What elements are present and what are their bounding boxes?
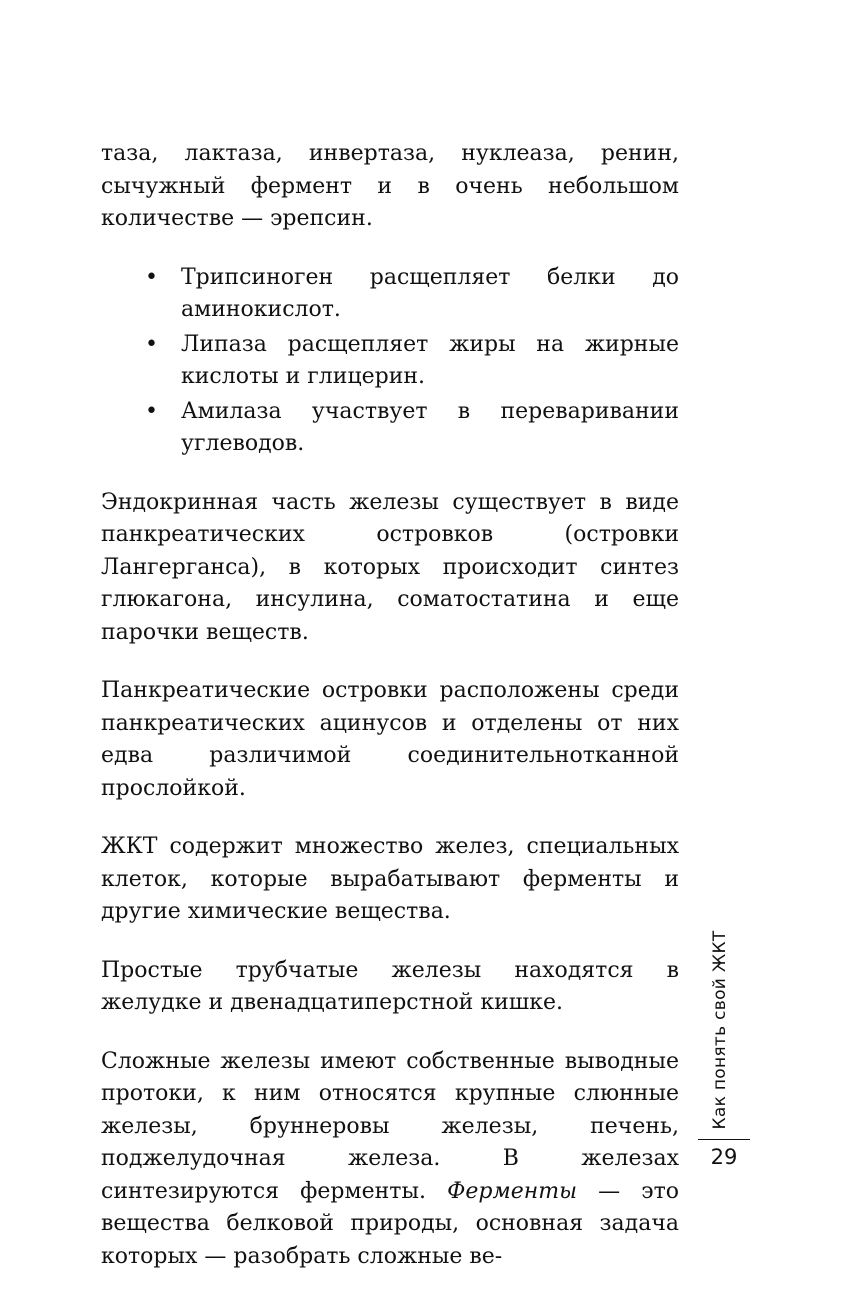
page-number: 29 [710,1145,738,1169]
bullet-text: Липаза расщепляет жиры на жирные кислоты и глицерин. [181,331,679,389]
enzymes-term: Ферменты [447,1178,577,1204]
bullet-text: Амилаза участвует в переваривании углеводов. [181,398,679,456]
running-head [700,925,740,1135]
endocrine-paragraph: Эндокринная часть железы существует в виде панкреатических островков (островки Лангерганса), в которых происходит синтез глюкагона, инсулина, соматостатина и еще парочки веществ. [101,489,679,645]
complex-glands-rest: — это вещества белковой природы, основная задача которых — разобрать сложные ве- [101,1178,679,1269]
simple-glands-paragraph: Простые трубчатые железы находятся в желудке и двенадцатиперстной кишке. [101,957,679,1015]
page-body [101,138,679,1299]
bullet-item-lipase [145,329,679,394]
bullet-item-trypsinogen [145,262,679,327]
complex-glands-paragraph [101,1046,679,1274]
folio-rule [698,1139,750,1140]
bullet-text: Трипсиноген расщепляет белки до аминокислот. [181,264,679,322]
bullet-glyph: • [145,331,158,357]
enzyme-bullet-list [101,262,679,461]
bullet-glyph: • [145,264,158,290]
bullet-glyph: • [145,398,158,424]
islets-paragraph: Панкреатические островки расположены среди панкреатических ацинусов и отделены от них едва различимой соединительнотканной прослойкой. [101,678,679,801]
gi-glands-paragraph: ЖКТ содержит множество желез, специальных клеток, которые вырабатывают ферменты и другие химические вещества. [101,834,679,924]
running-head-title: Как понять свой ЖКТ [710,930,730,1130]
complex-glands-lead: Сложные железы имеют собственные выводные протоки, к ним относятся крупные слюнные железы, бруннеровы железы, печень, поджелудочная железа. В железах синтезируются ферменты. [101,1048,679,1204]
bullet-item-amylase [145,396,679,461]
intro-paragraph: таза, лактаза, инвертаза, нуклеаза, ренин, сычужный фермент и в очень небольшом количестве — эрепсин. [101,141,679,231]
